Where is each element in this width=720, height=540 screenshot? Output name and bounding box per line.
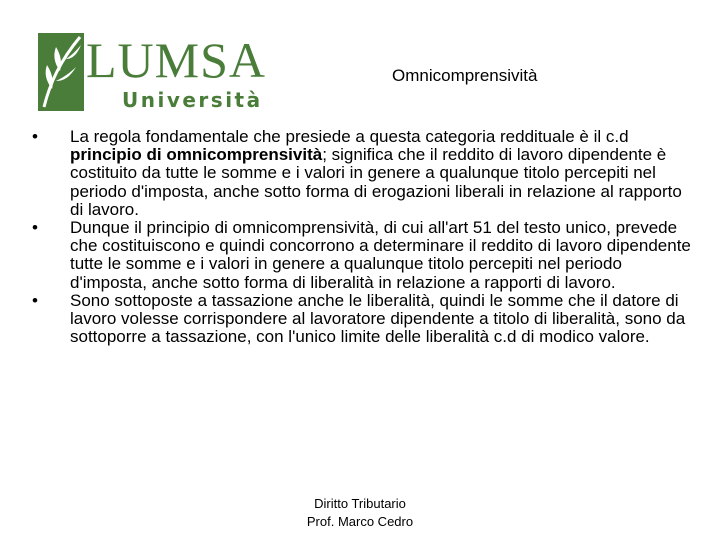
slide-footer (260, 495, 460, 531)
footer-professor: Prof. Marco Cedro (306, 514, 414, 529)
lumsa-logo (38, 32, 267, 113)
bullet-text: Dunque il principio di omnicomprensività, di cui all'art 51 del testo unico, prevede che costituiscono e quindi concorrono a determinare il reddito di lavoro dipendente tutte le somme e i valori in genere a qualunque titolo percepiti nel periodo d'imposta, anche sotto forma di liberalità in relazione a rapporti di lavoro. (70, 218, 691, 292)
bullet-list (32, 128, 692, 346)
bullet-item (32, 292, 692, 347)
bullet-text: La regola fondamentale che presiede a questa categoria reddituale è il c.d (70, 127, 629, 146)
leaf-emblem-icon (38, 33, 84, 111)
bullet-item (32, 128, 692, 219)
bullet-marker: • (32, 290, 38, 310)
bullet-bold-term: principio di omnicomprensività (70, 145, 323, 165)
slide-title: Omnicomprensività (392, 66, 538, 85)
footer-course: Diritto Tributario (314, 496, 406, 511)
logo-wordmark: LUMSA (86, 32, 267, 88)
bullet-item (32, 219, 692, 292)
bullet-text: Sono sottoposte a tassazione anche le liberalità, quindi le somme che il datore di lavoro volesse corrispondere al lavoratore dipendente a titolo di liberalità, sono da sottoporre a tassazione, con l'unico limite delle liberalità c.d di modico valore. (70, 290, 686, 347)
bullet-text-continued: ; significa che il reddito di lavoro dipendente è costituito da tutte le somme e i valori in genere a qualunque titolo percepiti nel periodo d'imposta, anche sotto forma di erogazioni liberali in relazione al rapporto di lavoro. (70, 145, 682, 219)
logo-subtitle: Università (122, 88, 263, 112)
bullet-marker: • (32, 127, 38, 146)
bullet-marker: • (32, 218, 38, 238)
